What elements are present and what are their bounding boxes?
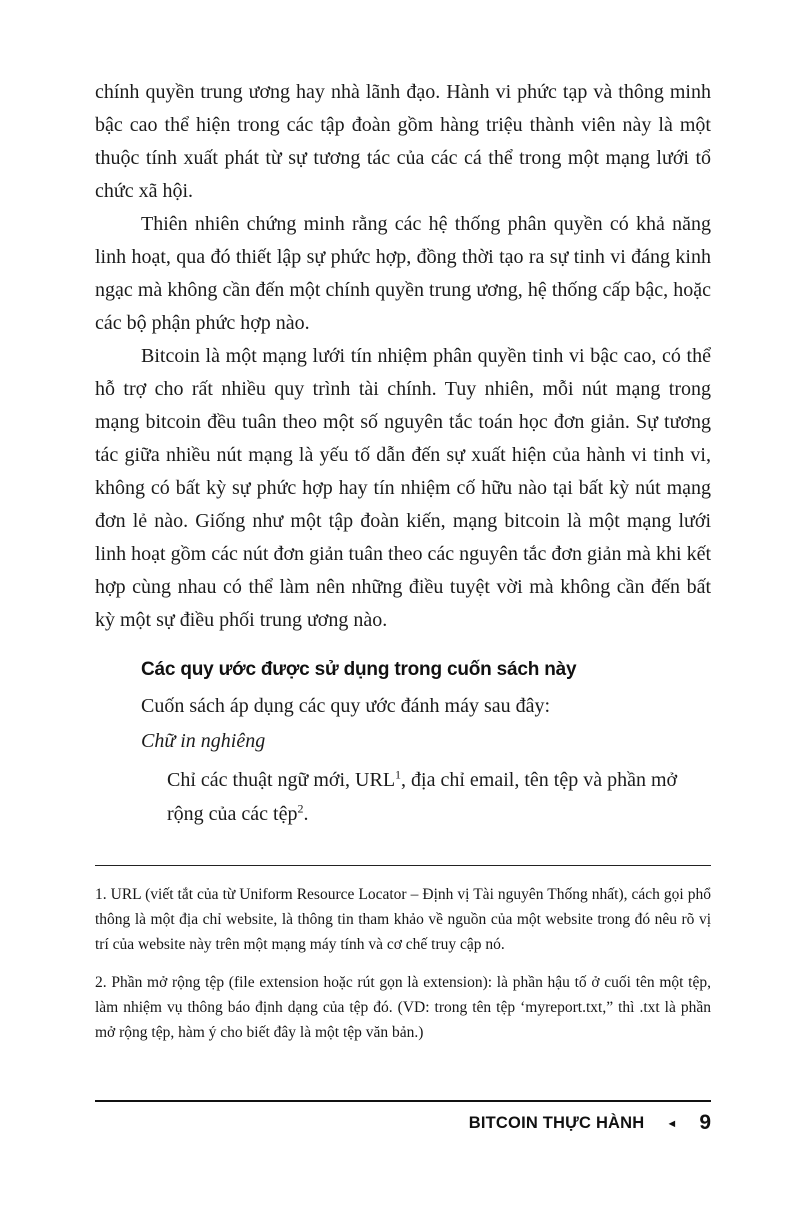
definition-text-b: , địa chỉ email, tên tệp và phần mở rộng của các tệp [167, 769, 678, 825]
page-content [95, 76, 711, 1058]
footnote-1: 1. URL (viết tắt của từ Uniform Resource Locator – Định vị Tài nguyên Thống nhất), cách gọi phổ thông là một địa chỉ website, là thông tin tham khảo về nguồn của một website trong đó nêu rõ vị trí của website này trên một mạng máy tính và cơ chế truy cập nó. [95, 886, 711, 953]
footnote-2: 2. Phần mở rộng tệp (file extension hoặc rút gọn là extension): là phần hậu tố ở cuối tên một tệp, làm nhiệm vụ thông báo định dạng của tệp đó. (VD: trong tên tệp ‘myreport.txt,” thì .txt là phần mở rộng tệp, hàm ý cho biết đây là một tệp văn bản.) [95, 974, 711, 1041]
footer-row [95, 1111, 711, 1135]
footnote-separator-rule [95, 865, 711, 866]
page-number: 9 [699, 1111, 711, 1134]
conventions-intro: Cuốn sách áp dụng các quy ước đánh máy sau đây: [141, 695, 551, 717]
running-book-title: BITCOIN THỰC HÀNH [468, 1113, 645, 1132]
convention-term-italic: Chữ in nghiêng [141, 730, 266, 752]
footer-rule [95, 1100, 711, 1102]
body-paragraph-1: chính quyền trung ương hay nhà lãnh đạo. Hành vi phức tạp và thông minh bậc cao thể hiện trong các tập đoàn gồm hàng triệu thành viên này là một thuộc tính xuất phát từ sự tương tác của các cá thể trong một mạng lưới tổ chức xã hội. [95, 81, 711, 202]
section-heading-conventions: Các quy ước được sử dụng trong cuốn sách này [141, 659, 577, 680]
footnote-ref-2: 2 [297, 801, 304, 816]
left-triangle-icon: ◄ [666, 1118, 678, 1130]
page-footer [95, 1100, 711, 1135]
footnote-ref-1: 1 [395, 767, 402, 782]
body-paragraph-2: Thiên nhiên chứng minh rằng các hệ thống phân quyền có khả năng linh hoạt, qua đó thiết lập sự phức hợp, đồng thời tạo ra sự tinh vi đáng kinh ngạc mà không cần đến một chính quyền trung ương, hệ thống cấp bậc, hoặc các bộ phận phức hợp nào. [95, 213, 711, 334]
definition-text-a: Chỉ các thuật ngữ mới, URL [167, 769, 396, 791]
body-paragraph-3: Bitcoin là một mạng lưới tín nhiệm phân quyền tinh vi bậc cao, có thể hỗ trợ cho rất nhiều quy trình tài chính. Tuy nhiên, mỗi nút mạng trong mạng bitcoin đều tuân theo một số nguyên tắc toán học đơn giản. Sự tương tác giữa nhiều nút mạng là yếu tố dẫn đến sự xuất hiện của hành vi tinh vi, không có bất kỳ sự phức hợp hay tín nhiệm cố hữu nào tại bất kỳ nút mạng đơn lẻ nào. Giống như một tập đoàn kiến, mạng bitcoin là một mạng lưới linh hoạt gồm các nút đơn giản tuân theo các nguyên tắc đơn giản mà khi kết hợp cùng nhau có thể làm nên những điều tuyệt vời mà không cần đến bất kỳ một sự điều phối trung ương nào. [95, 345, 711, 631]
definition-text-c: . [303, 803, 309, 825]
convention-definition [167, 763, 687, 831]
